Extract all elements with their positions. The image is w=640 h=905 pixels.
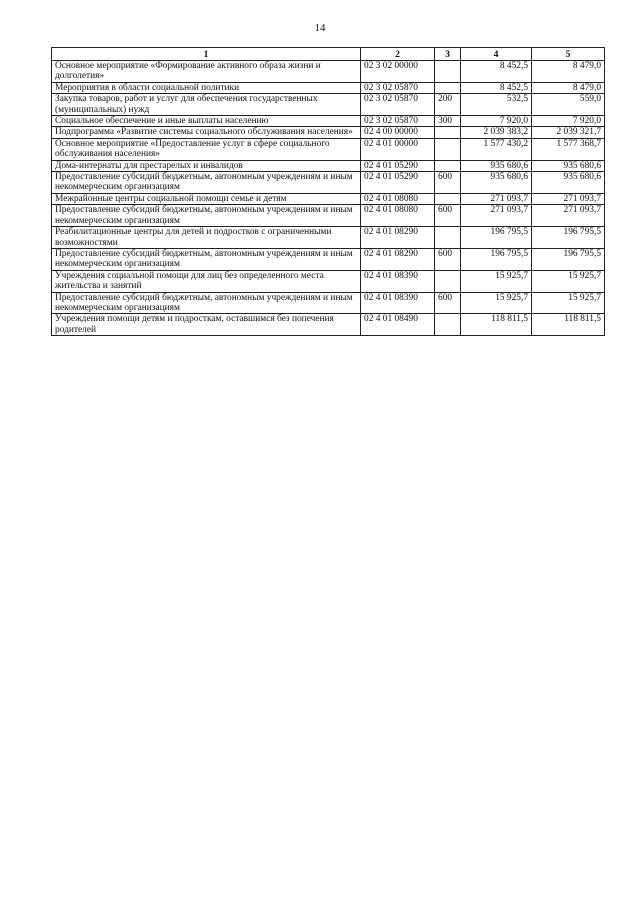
row-value-1-cell: 15 925,7 [461,292,532,314]
row-value-1-cell: 7 920,0 [461,116,532,127]
row-code-cell: 02 4 01 08290 [361,227,435,249]
row-value-1-cell: 532,5 [461,94,532,116]
table-row [52,314,605,336]
row-value-1-cell: 8 452,5 [461,61,532,83]
row-code-cell: 02 4 01 08080 [361,205,435,227]
row-value-2-cell: 7 920,0 [532,116,605,127]
row-type-cell [435,127,461,138]
table-row [52,116,605,127]
table-row [52,138,605,160]
row-type-cell [435,82,461,93]
row-value-1-cell: 8 452,5 [461,82,532,93]
row-code-cell: 02 4 01 00000 [361,138,435,160]
row-value-1-cell: 196 795,5 [461,248,532,270]
row-name-cell: Основное мероприятие «Предоставление услуг в сфере социального обслуживания населения» [52,138,361,160]
row-value-2-cell: 271 093,7 [532,193,605,204]
row-code-cell: 02 4 01 08490 [361,314,435,336]
row-value-2-cell: 1 577 368,7 [532,138,605,160]
row-value-1-cell: 196 795,5 [461,227,532,249]
row-value-2-cell: 271 093,7 [532,205,605,227]
table-row [52,227,605,249]
row-name-cell: Предоставление субсидий бюджетным, автономным учреждениям и иным некоммерческим организациям [52,292,361,314]
row-value-2-cell: 2 039 321,7 [532,127,605,138]
row-name-cell: Социальное обеспечение и иные выплаты населению [52,116,361,127]
row-name-cell: Учреждения помощи детям и подросткам, оставшимся без попечения родителей [52,314,361,336]
row-value-1-cell: 935 680,6 [461,172,532,194]
row-code-cell: 02 4 01 05290 [361,160,435,171]
row-name-cell: Закупка товаров, работ и услуг для обеспечения государственных (муниципальных) нужд [52,94,361,116]
table-row [52,127,605,138]
row-type-cell [435,61,461,83]
table-row [52,292,605,314]
header-col-2: 2 [361,48,435,61]
row-code-cell: 02 4 01 08080 [361,193,435,204]
row-name-cell: Реабилитационные центры для детей и подростков с ограниченными возможностями [52,227,361,249]
row-value-1-cell: 118 811,5 [461,314,532,336]
page-number: 14 [314,22,326,34]
table-row [52,205,605,227]
table-row [52,193,605,204]
row-code-cell: 02 3 02 00000 [361,61,435,83]
row-type-cell [435,227,461,249]
row-name-cell: Основное мероприятие «Формирование активного образа жизни и долголетия» [52,61,361,83]
row-code-cell: 02 4 01 05290 [361,172,435,194]
row-code-cell: 02 3 02 05870 [361,82,435,93]
row-name-cell: Межрайонные центры социальной помощи семье и детям [52,193,361,204]
row-type-cell [435,314,461,336]
table-row [52,248,605,270]
row-name-cell: Предоставление субсидий бюджетным, автономным учреждениям и иным некоммерческим организациям [52,172,361,194]
row-value-2-cell: 935 680,6 [532,160,605,171]
header-col-4: 4 [461,48,532,61]
row-value-2-cell: 559,0 [532,94,605,116]
row-value-2-cell: 118 811,5 [532,314,605,336]
row-name-cell: Дома-интернаты для престарелых и инвалидов [52,160,361,171]
row-value-2-cell: 196 795,5 [532,248,605,270]
row-value-2-cell: 15 925,7 [532,292,605,314]
row-value-1-cell: 15 925,7 [461,270,532,292]
table-row [52,61,605,83]
row-name-cell: Учреждения социальной помощи для лиц без определенного места жительства и занятий [52,270,361,292]
table-row [52,94,605,116]
row-value-1-cell: 935 680,6 [461,160,532,171]
row-type-cell: 600 [435,248,461,270]
row-type-cell [435,270,461,292]
row-code-cell: 02 4 01 08290 [361,248,435,270]
row-value-2-cell: 935 680,6 [532,172,605,194]
header-col-3: 3 [435,48,461,61]
row-code-cell: 02 4 00 00000 [361,127,435,138]
row-name-cell: Предоставление субсидий бюджетным, автономным учреждениям и иным некоммерческим организациям [52,248,361,270]
row-name-cell: Предоставление субсидий бюджетным, автономным учреждениям и иным некоммерческим организациям [52,205,361,227]
row-value-1-cell: 1 577 430,2 [461,138,532,160]
row-type-cell: 600 [435,292,461,314]
row-code-cell: 02 3 02 05870 [361,116,435,127]
row-value-2-cell: 8 479,0 [532,61,605,83]
row-name-cell: Подпрограмма «Развитие системы социального обслуживания населения» [52,127,361,138]
table-row [52,172,605,194]
row-type-cell [435,160,461,171]
row-code-cell: 02 4 01 08390 [361,270,435,292]
row-value-2-cell: 8 479,0 [532,82,605,93]
header-col-1: 1 [52,48,361,61]
table-body [52,61,605,336]
row-name-cell: Мероприятия в области социальной политики [52,82,361,93]
row-value-2-cell: 196 795,5 [532,227,605,249]
row-value-1-cell: 2 039 383,2 [461,127,532,138]
table-row [52,270,605,292]
row-type-cell: 600 [435,172,461,194]
row-type-cell: 200 [435,94,461,116]
row-code-cell: 02 4 01 08390 [361,292,435,314]
row-type-cell [435,193,461,204]
budget-table [51,47,605,336]
table-header-row [52,48,605,61]
row-value-1-cell: 271 093,7 [461,193,532,204]
row-type-cell [435,138,461,160]
row-code-cell: 02 3 02 05870 [361,94,435,116]
row-value-2-cell: 15 925,7 [532,270,605,292]
row-type-cell: 300 [435,116,461,127]
table-row [52,160,605,171]
row-type-cell: 600 [435,205,461,227]
header-col-5: 5 [532,48,605,61]
table-row [52,82,605,93]
row-value-1-cell: 271 093,7 [461,205,532,227]
